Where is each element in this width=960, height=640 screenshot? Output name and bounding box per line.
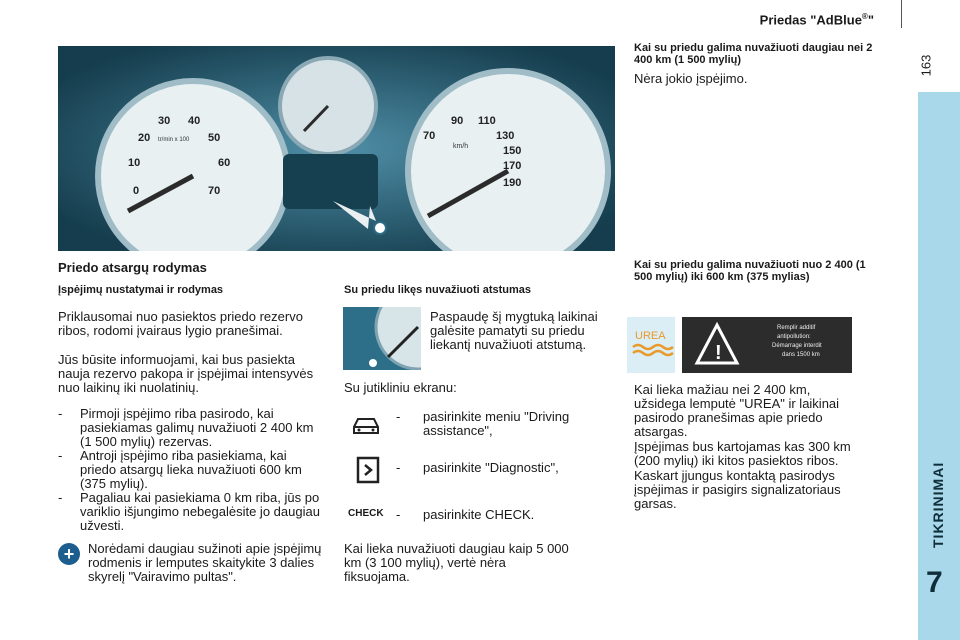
warn-line: Démarrage interdit bbox=[772, 343, 822, 349]
note-text: Norėdami daugiau sužinoti apie įspėjimų rodmenis ir lemputes skaitykite 3 dalies skyrelį "Vairavimo pultas". bbox=[88, 541, 322, 584]
trip-button-photo bbox=[343, 307, 421, 370]
speedo-label: 150 bbox=[503, 145, 522, 157]
middle-footer: Kai lieka nuvažiuoti daugiau kaip 5 000 km (3 100 mylių), vertė nėra fiksuojama. bbox=[344, 541, 569, 584]
bullet-item: - Pirmoji įspėjimo riba pasirodo, kai pasiekiamas galimų nuvažiuoti 2 400 km (1 500 mylių) rezervas. bbox=[58, 406, 314, 449]
tacho-label: 20 bbox=[138, 132, 151, 144]
step-item: - pasirinkite CHECK. bbox=[396, 507, 535, 522]
check-label: CHECK bbox=[348, 508, 384, 519]
warn-line: dans 1500 km bbox=[782, 352, 820, 358]
left-para-1: Priklausomai nuo pasiektos priedo rezervo ribos, rodomi įvairaus lygio pranešimai. bbox=[58, 309, 303, 338]
svg-text:!: ! bbox=[715, 342, 722, 364]
tacho-label: 50 bbox=[208, 132, 221, 144]
right-para-1: Kai lieka mažiau nei 2 400 km, užsidega lemputė "UREA" ir laikinai pasirodo pranešimas apie priedo atsargas. bbox=[634, 382, 840, 439]
step-item: - pasirinkite "Diagnostic", bbox=[396, 460, 559, 475]
urea-warning-display bbox=[627, 317, 852, 373]
bullet-item: - Antroji įspėjimo riba pasiekiama, kai priedo atsargų lieka nuvažiuoti 600 km (375 mylių). bbox=[58, 448, 302, 491]
car-icon bbox=[350, 413, 382, 442]
info-plus-icon: + bbox=[58, 543, 80, 565]
speedo-label: 190 bbox=[503, 177, 522, 189]
speed-unit: km/h bbox=[453, 143, 469, 150]
step-item: - pasirinkite meniu "Driving assistance", bbox=[396, 409, 570, 438]
tacho-label: 0 bbox=[133, 185, 140, 197]
tacho-label: 60 bbox=[218, 157, 231, 169]
header-divider bbox=[901, 0, 902, 28]
diagnostic-icon bbox=[356, 456, 380, 489]
chapter-number: 7 bbox=[926, 566, 943, 599]
warn-line: Remplir additif bbox=[777, 325, 816, 331]
middle-subtitle: Su priedu likęs nuvažiuoti atstumas bbox=[344, 284, 532, 296]
touchscreen-intro: Su jutikliniu ekranu: bbox=[344, 380, 457, 395]
left-para-2: Jūs būsite informuojami, kai bus pasiekta nauja rezervo pakopa ir įspėjimai intensyvės nuo laikinų iki nuolatinių. bbox=[58, 352, 314, 395]
tacho-label: 70 bbox=[208, 185, 221, 197]
right-text-1: Nėra jokio įspėjimo. bbox=[634, 71, 748, 86]
chapter-sidebar bbox=[918, 92, 960, 640]
right-title-1: Kai su priedu galima nuvažiuoti daugiau nei 2 400 km (1 500 mylių) bbox=[634, 42, 873, 66]
tacho-unit: tr/min x 100 bbox=[158, 137, 190, 143]
instrument-cluster-photo bbox=[58, 46, 615, 251]
speedo-label: 110 bbox=[478, 115, 496, 127]
speedo-label: 70 bbox=[423, 130, 436, 142]
right-para-3: Kaskart įjungus kontaktą pasirodys įspėjimas ir pasigirs signalizatoriaus garsas. bbox=[634, 468, 841, 511]
section-title: Priedo atsargų rodymas bbox=[58, 260, 207, 275]
section-label: TIKRINIMAI bbox=[930, 461, 946, 548]
right-para-2: Įspėjimas bus kartojamas kas 300 km (200 mylių) iki kitos pasiektos ribos. bbox=[634, 439, 851, 468]
speedo-label: 90 bbox=[451, 115, 464, 127]
right-title-2: Kai su priedu galima nuvažiuoti nuo 2 400 (1 500 mylių) iki 600 km (375 mylias) bbox=[634, 259, 866, 283]
tacho-label: 10 bbox=[128, 157, 141, 169]
page-header: Priedas "AdBlue®" bbox=[759, 12, 874, 28]
speedo-label: 170 bbox=[503, 160, 522, 172]
left-subtitle: Įspėjimų nustatymai ir rodymas bbox=[58, 284, 224, 296]
bullet-item: - Pagaliau kai pasiekiama 0 km riba, jūs po variklio išjungimo nebegalėsite jo daugiau užvesti. bbox=[58, 490, 320, 533]
button-hint-text: Paspaudę šį mygtuką laikinai galėsite pamatyti su priedu liekantį nuvažiuoti atstumą. bbox=[430, 309, 598, 352]
tacho-label: 30 bbox=[158, 115, 171, 127]
page-number: 163 bbox=[918, 54, 934, 77]
urea-label: UREA bbox=[635, 330, 666, 342]
speedo-label: 130 bbox=[496, 130, 515, 142]
warn-line: antipollution: bbox=[777, 334, 811, 340]
tacho-label: 40 bbox=[188, 115, 201, 127]
